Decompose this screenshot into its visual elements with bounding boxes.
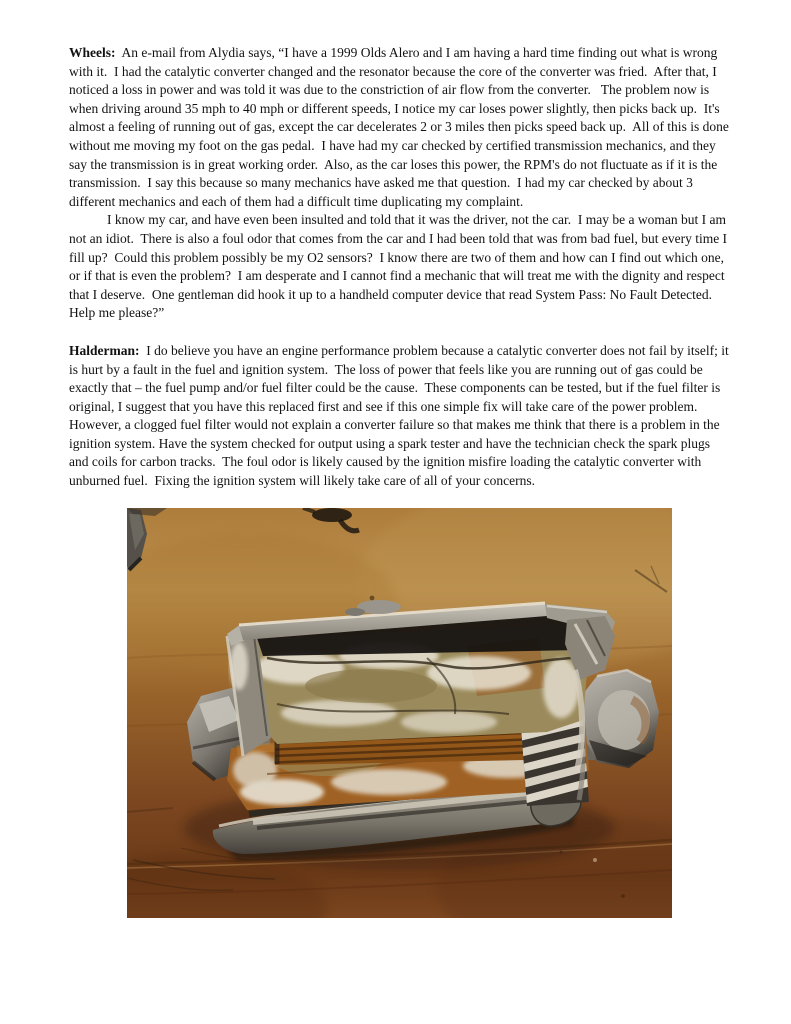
converter-photo-figure: [127, 508, 672, 918]
wheels-text: An e-mail from Alydia says, “I have a 1999 Olds Alero and I am having a hard time finding out what is wrong with it. I had the catalytic converter changed and the resonator because the core of the converter was fried. After that, I noticed a loss in power and was told it was due to the constriction of air flow from the converter. The problem now is when driving around 35 mph to 40 mph or different speeds, I notice my car loses power slightly, then picks back up. It's almost a feeling of running out of gas, except the car decelerates 2 or 3 miles then picks speed back up. All of this is done without me moving my foot on the gas pedal. I have had my car checked by certified transmission mechanics, and they say the transmission is in great working order. Also, as the car loses this power, the RPM's do not fluctuate as if it is the transmission. I say this because so many mechanics have asked me that question. I had my car checked by about 3 different mechanics and each of them had a difficult time duplicating my complaint.: [69, 45, 733, 209]
halderman-paragraph: [69, 342, 733, 491]
halderman-text: I do believe you have an engine performance problem because a catalytic converter does not fail by itself; it is hurt by a fault in the fuel and ignition system. The loss of power that feels like you are running out of gas could be exactly that – the fuel pump and/or fuel filter could be the cause. These components can be tested, but if the fuel filter is original, I suggest that you have this replaced first and see if this one simple fix will take care of the power problem. However, a clogged fuel filter would not explain a converter failure so that makes me think that there is a problem in the ignition system. Have the system checked for output using a spark tester and have the technician check the spark plugs and coils for carbon tracks. The foul odor is likely caused by the ignition misfire loading the catalytic converter with unburned fuel. Fixing the ignition system will likely take care of all of your concerns.: [69, 342, 733, 489]
converter-photo: [127, 508, 672, 918]
reader-followup-text: I know my car, and have even been insulted and told that it was the driver, not the car. I may be a woman but I am not an idiot. There is also a foul odor that comes from the car and I had been told that was from bad fuel, but every time I fill up? Could this problem possibly be my O2 sensors? I know there are two of them and how can I find out which one, or if that is even the problem? I am desperate and I cannot find a mechanic that will treat me with the dignity and respect that I deserve. One gentleman did hook it up to a handheld computer device that read System Pass: No Fault Detected. Help me please?”: [69, 212, 731, 321]
wheels-paragraph: [69, 44, 733, 211]
wheels-label: Wheels:: [69, 45, 116, 60]
reader-followup-paragraph: [69, 211, 729, 323]
halderman-label: Halderman:: [69, 342, 140, 358]
